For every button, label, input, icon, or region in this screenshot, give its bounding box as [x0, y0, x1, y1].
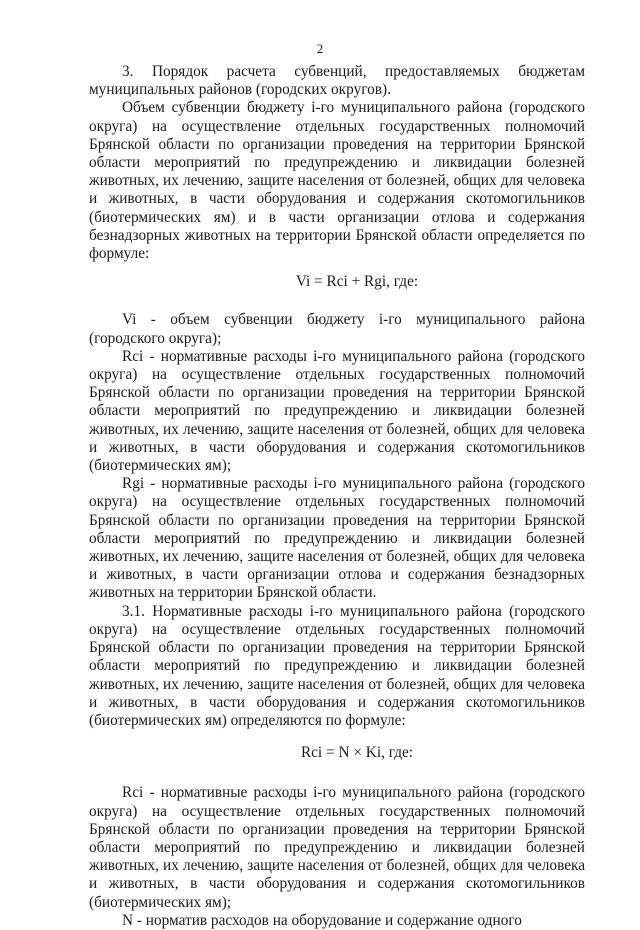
- definition-n: N - норматив расходов на оборудование и содержание одного: [122, 911, 522, 929]
- section-3-1-paragraph: 3.1. Нормативные расходы i-го муниципального района (городского округа) на осуществление отдельных государственных полномочий Брянской области по организации проведения на территории Брянской области мероприятий по предупреждению и ликвидации болезней животных, их лечению, защите населения от болезней, общих для человека и животных, в части оборудования и содержания скотомогильников (биотермических ям) определяются по формуле:: [89, 602, 585, 729]
- definition-vi: Vi - объем субвенции бюджету i-го муниципального района (городского округа);: [89, 311, 585, 347]
- formula-vi: Vi = Rci + Rgi, где:: [295, 273, 419, 291]
- section-3-heading: 3. Порядок расчета субвенций, предоставляемых бюджетам муниципальных районов (городских округов).: [89, 63, 585, 99]
- formula-rci: Rci = N × Ki, где:: [300, 744, 414, 762]
- definition-rci-2: Rci - нормативные расходы i-го муниципального района (городского округа) на осуществление отдельных государственных полномочий Брянской области по организации проведения на территории Брянской области мероприятий по предупреждению и ликвидации болезней животных, их лечению, защите населения от болезней, общих для человека и животных, в части оборудования и содержания скотомогильников (биотермических ям);: [89, 784, 585, 911]
- page-number: 2: [316, 41, 324, 56]
- subvention-volume-paragraph: Объем субвенции бюджету i-го муниципального района (городского округа) на осуществление отдельных государственных полномочий Брянской области по организации проведения на территории Брянской области мероприятий по предупреждению и ликвидации болезней животных, их лечению, защите населения от болезней, общих для человека и животных, в части оборудования и содержания скотомогильников (биотермических ям) и в части организации отлова и содержания безнадзорных животных на территории Брянской области определяется по формуле:: [89, 99, 585, 263]
- definition-rci: Rci - нормативные расходы i-го муниципального района (городского округа) на осуществление отдельных государственных полномочий Брянской области по организации проведения на территории Брянской области мероприятий по предупреждению и ликвидации болезней животных, их лечению, защите населения от болезней, общих для человека и животных, в части оборудования и содержания скотомогильников (биотермических ям);: [89, 347, 585, 475]
- definition-rgi: Rgi - нормативные расходы i-го муниципального района (городского округа) на осуществление отдельных государственных полномочий Брянской области по организации проведения на территории Брянской области мероприятий по предупреждению и ликвидации болезней животных, их лечению, защите населения от болезней, общих для человека и животных, в части организации отлова и содержания безнадзорных животных на территории Брянской области.: [89, 475, 585, 602]
- document-body: [89, 63, 585, 930]
